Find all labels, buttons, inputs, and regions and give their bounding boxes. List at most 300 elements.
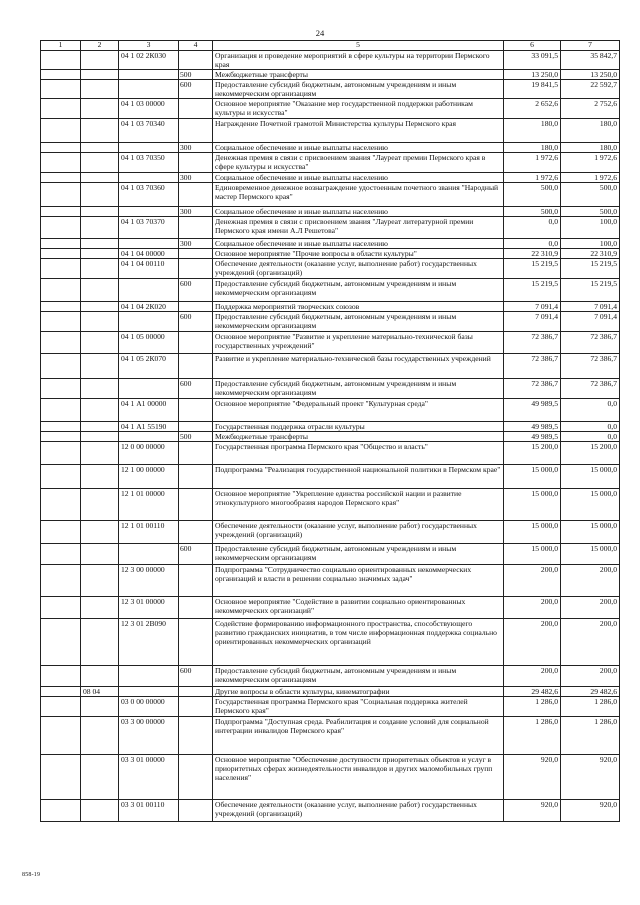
expense-type-cell: 300 [179, 207, 213, 217]
amount-year1-cell: 2 652,6 [504, 99, 561, 119]
amount-year1-cell: 180,0 [504, 143, 561, 153]
target-article-cell [119, 666, 179, 687]
expense-type-cell: 600 [179, 666, 213, 687]
section-cell [41, 143, 81, 153]
amount-year2-cell: 15 200,0 [561, 442, 620, 465]
amount-year2-cell: 0,0 [561, 399, 620, 422]
amount-year2-cell: 7 091,4 [561, 302, 620, 312]
amount-year1-cell: 500,0 [504, 207, 561, 217]
section-cell [41, 442, 81, 465]
amount-year2-cell: 920,0 [561, 800, 620, 822]
target-article-cell [119, 143, 179, 153]
table-row [41, 379, 620, 399]
amount-year2-cell: 100,0 [561, 217, 620, 239]
table-row [41, 399, 620, 422]
expense-type-cell [179, 687, 213, 697]
item-name-cell: Обеспечение деятельности (оказание услуг, выполнение работ) государственных учреждений (организаций) [213, 259, 504, 279]
target-article-cell [119, 544, 179, 565]
amount-year2-cell: 22 310,9 [561, 249, 620, 259]
column-header: 1 [41, 41, 81, 51]
amount-year1-cell: 49 989,5 [504, 422, 561, 432]
amount-year1-cell: 15 219,5 [504, 279, 561, 302]
table-header [41, 41, 620, 51]
section-cell [41, 800, 81, 822]
amount-year2-cell: 7 091,4 [561, 312, 620, 332]
amount-year1-cell: 29 482,6 [504, 687, 561, 697]
amount-year2-cell: 1 286,0 [561, 697, 620, 717]
section-cell [41, 489, 81, 521]
expense-type-cell: 600 [179, 312, 213, 332]
page-number: 24 [315, 28, 325, 38]
target-article-cell: 04 1 03 70350 [119, 153, 179, 173]
amount-year1-cell: 200,0 [504, 619, 561, 666]
target-article-cell [119, 239, 179, 249]
table-row [41, 312, 620, 332]
target-article-cell [119, 687, 179, 697]
amount-year2-cell: 920,0 [561, 755, 620, 800]
item-name-cell: Развитие и укрепление материально-технической базы государственных учреждений [213, 354, 504, 379]
subsection-cell [81, 565, 119, 597]
subsection-cell [81, 99, 119, 119]
subsection-cell [81, 354, 119, 379]
section-cell [41, 80, 81, 99]
expense-type-cell [179, 249, 213, 259]
column-header: 5 [213, 41, 504, 51]
target-article-cell: 03 3 01 00110 [119, 800, 179, 822]
item-name-cell: Подпрограмма "Реализация государственной национальной политики в Пермском крае" [213, 465, 504, 489]
item-name-cell: Денежная премия в связи с присвоением звания "Лауреат премии Пермского края в сфере культуры и искусства" [213, 153, 504, 173]
amount-year1-cell: 15 200,0 [504, 442, 561, 465]
item-name-cell: Основное мероприятие "Развитие и укрепление материально-технической базы государственных учреждений" [213, 332, 504, 354]
target-article-cell: 04 1 02 2К030 [119, 51, 179, 70]
item-name-cell: Государственная программа Пермского края "Социальная поддержка жителей Пермского края" [213, 697, 504, 717]
item-name-cell: Социальное обеспечение и иные выплаты населению [213, 239, 504, 249]
target-article-cell: 04 1 03 70360 [119, 183, 179, 207]
target-article-cell: 04 1 04 2К020 [119, 302, 179, 312]
section-cell [41, 173, 81, 183]
subsection-cell: 08 04 [81, 687, 119, 697]
amount-year2-cell: 13 250,0 [561, 70, 620, 80]
table-row [41, 80, 620, 99]
item-name-cell: Межбюджетные трансферты [213, 432, 504, 442]
expense-type-cell [179, 302, 213, 312]
amount-year2-cell: 35 842,7 [561, 51, 620, 70]
expense-type-cell: 600 [179, 544, 213, 565]
expense-type-cell: 500 [179, 432, 213, 442]
section-cell [41, 183, 81, 207]
item-name-cell: Единовременное денежное вознаграждение удостоенным почетного звания "Народный мастер Пермского края" [213, 183, 504, 207]
section-cell [41, 259, 81, 279]
amount-year2-cell: 180,0 [561, 119, 620, 143]
table-row [41, 259, 620, 279]
item-name-cell: Основное мероприятие "Укрепление единства российской нации и развитие этнокультурного многообразия народов Пермского края" [213, 489, 504, 521]
column-header: 7 [561, 41, 620, 51]
amount-year2-cell: 15 219,5 [561, 259, 620, 279]
amount-year1-cell: 0,0 [504, 239, 561, 249]
target-article-cell: 12 0 00 00000 [119, 442, 179, 465]
section-cell [41, 687, 81, 697]
section-cell [41, 312, 81, 332]
amount-year2-cell: 15 000,0 [561, 521, 620, 544]
amount-year1-cell: 500,0 [504, 183, 561, 207]
target-article-cell: 04 1 03 70340 [119, 119, 179, 143]
expense-type-cell [179, 422, 213, 432]
target-article-cell: 12 3 01 2В090 [119, 619, 179, 666]
column-header: 2 [81, 41, 119, 51]
item-name-cell: Государственная программа Пермского края "Общество и власть" [213, 442, 504, 465]
section-cell [41, 666, 81, 687]
expense-type-cell [179, 153, 213, 173]
item-name-cell: Обеспечение деятельности (оказание услуг, выполнение работ) государственных учреждений (организаций) [213, 800, 504, 822]
section-cell [41, 717, 81, 755]
footer-code: 858-19 [22, 872, 41, 878]
item-name-cell: Награждение Почетной грамотой Министерства культуры Пермского края [213, 119, 504, 143]
table-row [41, 173, 620, 183]
amount-year1-cell: 200,0 [504, 565, 561, 597]
item-name-cell: Основное мероприятие "Федеральный проект "Культурная среда" [213, 399, 504, 422]
target-article-cell [119, 279, 179, 302]
target-article-cell [119, 80, 179, 99]
section-cell [41, 207, 81, 217]
amount-year1-cell: 72 386,7 [504, 354, 561, 379]
amount-year2-cell: 15 219,5 [561, 279, 620, 302]
subsection-cell [81, 332, 119, 354]
target-article-cell: 04 1 04 00000 [119, 249, 179, 259]
subsection-cell [81, 379, 119, 399]
table-row [41, 279, 620, 302]
subsection-cell [81, 489, 119, 521]
table-row [41, 143, 620, 153]
target-article-cell: 04 1 04 00110 [119, 259, 179, 279]
header-row [41, 41, 620, 51]
amount-year1-cell: 49 989,5 [504, 399, 561, 422]
table-row [41, 465, 620, 489]
section-cell [41, 465, 81, 489]
amount-year1-cell: 1 286,0 [504, 717, 561, 755]
table-row [41, 800, 620, 822]
amount-year1-cell: 15 219,5 [504, 259, 561, 279]
subsection-cell [81, 259, 119, 279]
section-cell [41, 99, 81, 119]
item-name-cell: Организация и проведение мероприятий в сфере культуры на территории Пермского края [213, 51, 504, 70]
item-name-cell: Предоставление субсидий бюджетным, автономным учреждениям и иным некоммерческим организациям [213, 80, 504, 99]
expense-type-cell: 600 [179, 379, 213, 399]
table-row [41, 217, 620, 239]
table-row [41, 521, 620, 544]
subsection-cell [81, 800, 119, 822]
amount-year2-cell: 200,0 [561, 666, 620, 687]
expense-type-cell [179, 119, 213, 143]
section-cell [41, 51, 81, 70]
target-article-cell: 04 1 А1 00000 [119, 399, 179, 422]
item-name-cell: Основное мероприятие "Прочие вопросы в области культуры" [213, 249, 504, 259]
expense-type-cell [179, 442, 213, 465]
expense-type-cell: 300 [179, 173, 213, 183]
section-cell [41, 119, 81, 143]
target-article-cell [119, 173, 179, 183]
item-name-cell: Другие вопросы в области культуры, кинематографии [213, 687, 504, 697]
table-row [41, 489, 620, 521]
table-row [41, 619, 620, 666]
amount-year1-cell: 0,0 [504, 217, 561, 239]
table-row [41, 183, 620, 207]
subsection-cell [81, 399, 119, 422]
amount-year2-cell: 15 000,0 [561, 489, 620, 521]
amount-year1-cell: 22 310,9 [504, 249, 561, 259]
target-article-cell: 04 1 03 70370 [119, 217, 179, 239]
table-row [41, 354, 620, 379]
expense-type-cell [179, 399, 213, 422]
amount-year2-cell: 1 286,0 [561, 717, 620, 755]
section-cell [41, 619, 81, 666]
amount-year2-cell: 22 592,7 [561, 80, 620, 99]
section-cell [41, 544, 81, 565]
table-row [41, 442, 620, 465]
amount-year1-cell: 920,0 [504, 800, 561, 822]
amount-year2-cell: 100,0 [561, 239, 620, 249]
section-cell [41, 153, 81, 173]
amount-year1-cell: 33 091,5 [504, 51, 561, 70]
section-cell [41, 422, 81, 432]
subsection-cell [81, 249, 119, 259]
section-cell [41, 379, 81, 399]
item-name-cell: Основное мероприятие "Обеспечение доступности приоритетных объектов и услуг в приоритетных сферах жизнедеятельности инвалидов и других маломобильных групп населения" [213, 755, 504, 800]
table-row [41, 755, 620, 800]
subsection-cell [81, 422, 119, 432]
target-article-cell: 03 3 00 00000 [119, 717, 179, 755]
amount-year1-cell: 15 000,0 [504, 544, 561, 565]
amount-year1-cell: 7 091,4 [504, 312, 561, 332]
budget-table [40, 40, 620, 822]
target-article-cell: 04 1 05 2К070 [119, 354, 179, 379]
item-name-cell: Государственная поддержка отрасли культуры [213, 422, 504, 432]
section-cell [41, 70, 81, 80]
subsection-cell [81, 597, 119, 619]
subsection-cell [81, 173, 119, 183]
amount-year1-cell: 13 250,0 [504, 70, 561, 80]
expense-type-cell [179, 619, 213, 666]
expense-type-cell [179, 465, 213, 489]
amount-year1-cell: 920,0 [504, 755, 561, 800]
amount-year2-cell: 1 972,6 [561, 153, 620, 173]
subsection-cell [81, 432, 119, 442]
target-article-cell: 12 1 01 00000 [119, 489, 179, 521]
section-cell [41, 597, 81, 619]
amount-year2-cell: 200,0 [561, 565, 620, 597]
item-name-cell: Предоставление субсидий бюджетным, автономным учреждениям и иным некоммерческим организациям [213, 312, 504, 332]
subsection-cell [81, 717, 119, 755]
section-cell [41, 354, 81, 379]
table-row [41, 432, 620, 442]
item-name-cell: Основное мероприятие "Оказание мер государственной поддержки работникам культуры и искусства" [213, 99, 504, 119]
table-row [41, 717, 620, 755]
expense-type-cell [179, 183, 213, 207]
item-name-cell: Денежная премия в связи с присвоением звания "Лауреат литературной премии Пермского края имени А.Л Решетова" [213, 217, 504, 239]
table-row [41, 565, 620, 597]
table-row [41, 239, 620, 249]
section-cell [41, 302, 81, 312]
amount-year2-cell: 72 386,7 [561, 332, 620, 354]
section-cell [41, 217, 81, 239]
amount-year1-cell: 49 989,5 [504, 432, 561, 442]
amount-year1-cell: 1 286,0 [504, 697, 561, 717]
amount-year2-cell: 200,0 [561, 619, 620, 666]
target-article-cell [119, 207, 179, 217]
expense-type-cell [179, 697, 213, 717]
target-article-cell [119, 379, 179, 399]
expense-type-cell: 600 [179, 279, 213, 302]
amount-year1-cell: 1 972,6 [504, 153, 561, 173]
item-name-cell: Подпрограмма "Доступная среда. Реабилитация и создание условий для социальной интеграции инвалидов Пермского края" [213, 717, 504, 755]
section-cell [41, 697, 81, 717]
amount-year2-cell: 200,0 [561, 597, 620, 619]
section-cell [41, 399, 81, 422]
expense-type-cell [179, 597, 213, 619]
item-name-cell: Предоставление субсидий бюджетным, автономным учреждениям и иным некоммерческим организациям [213, 666, 504, 687]
subsection-cell [81, 70, 119, 80]
amount-year1-cell: 200,0 [504, 666, 561, 687]
subsection-cell [81, 119, 119, 143]
amount-year2-cell: 1 972,6 [561, 173, 620, 183]
target-article-cell [119, 432, 179, 442]
expense-type-cell [179, 99, 213, 119]
table-row [41, 302, 620, 312]
amount-year2-cell: 15 000,0 [561, 465, 620, 489]
subsection-cell [81, 80, 119, 99]
target-article-cell: 12 1 00 00000 [119, 465, 179, 489]
subsection-cell [81, 279, 119, 302]
column-header: 3 [119, 41, 179, 51]
expense-type-cell [179, 217, 213, 239]
section-cell [41, 521, 81, 544]
expense-type-cell [179, 489, 213, 521]
section-cell [41, 249, 81, 259]
subsection-cell [81, 442, 119, 465]
table-row [41, 666, 620, 687]
section-cell [41, 279, 81, 302]
subsection-cell [81, 521, 119, 544]
item-name-cell: Предоставление субсидий бюджетным, автономным учреждениям и иным некоммерческим организациям [213, 379, 504, 399]
item-name-cell: Социальное обеспечение и иные выплаты населению [213, 143, 504, 153]
item-name-cell: Содействие формированию информационного пространства, способствующего развитию гражданских инициатив, в том числе информационная поддержка социально ориентированных некоммерческих организаций [213, 619, 504, 666]
expense-type-cell [179, 565, 213, 597]
amount-year1-cell: 1 972,6 [504, 173, 561, 183]
subsection-cell [81, 312, 119, 332]
table-row [41, 119, 620, 143]
item-name-cell: Межбюджетные трансферты [213, 70, 504, 80]
subsection-cell [81, 697, 119, 717]
amount-year2-cell: 15 000,0 [561, 544, 620, 565]
target-article-cell: 03 0 00 00000 [119, 697, 179, 717]
target-article-cell: 12 3 00 00000 [119, 565, 179, 597]
target-article-cell: 04 1 05 00000 [119, 332, 179, 354]
subsection-cell [81, 207, 119, 217]
subsection-cell [81, 544, 119, 565]
subsection-cell [81, 153, 119, 173]
expense-type-cell: 300 [179, 143, 213, 153]
table-row [41, 249, 620, 259]
subsection-cell [81, 465, 119, 489]
amount-year1-cell: 19 841,5 [504, 80, 561, 99]
subsection-cell [81, 666, 119, 687]
expense-type-cell [179, 755, 213, 800]
target-article-cell: 04 1 03 00000 [119, 99, 179, 119]
item-name-cell: Подпрограмма "Сотрудничество социально ориентированных некоммерческих организаций и власти в решении социально значимых задач" [213, 565, 504, 597]
table-row [41, 597, 620, 619]
item-name-cell: Предоставление субсидий бюджетным, автономным учреждениям и иным некоммерческим организациям [213, 544, 504, 565]
expense-type-cell: 600 [179, 80, 213, 99]
amount-year2-cell: 72 386,7 [561, 379, 620, 399]
target-article-cell: 12 3 01 00000 [119, 597, 179, 619]
table-row [41, 332, 620, 354]
amount-year2-cell: 0,0 [561, 432, 620, 442]
expense-type-cell: 300 [179, 239, 213, 249]
amount-year1-cell: 72 386,7 [504, 332, 561, 354]
expense-type-cell [179, 259, 213, 279]
table-row [41, 207, 620, 217]
item-name-cell: Предоставление субсидий бюджетным, автономным учреждениям и иным некоммерческим организациям [213, 279, 504, 302]
amount-year1-cell: 72 386,7 [504, 379, 561, 399]
amount-year2-cell: 29 482,6 [561, 687, 620, 697]
amount-year1-cell: 180,0 [504, 119, 561, 143]
subsection-cell [81, 51, 119, 70]
target-article-cell [119, 70, 179, 80]
subsection-cell [81, 302, 119, 312]
subsection-cell [81, 755, 119, 800]
table-row [41, 51, 620, 70]
section-cell [41, 565, 81, 597]
amount-year2-cell: 500,0 [561, 207, 620, 217]
column-header: 6 [504, 41, 561, 51]
section-cell [41, 239, 81, 249]
expense-type-cell [179, 51, 213, 70]
table-row [41, 99, 620, 119]
item-name-cell: Основное мероприятие "Содействие в развитии социально ориентированных некоммерческих организаций" [213, 597, 504, 619]
expense-type-cell [179, 717, 213, 755]
item-name-cell: Социальное обеспечение и иные выплаты населению [213, 173, 504, 183]
table-row [41, 697, 620, 717]
amount-year2-cell: 72 386,7 [561, 354, 620, 379]
table-row [41, 422, 620, 432]
table-row [41, 544, 620, 565]
amount-year1-cell: 200,0 [504, 597, 561, 619]
amount-year1-cell: 7 091,4 [504, 302, 561, 312]
table-body [41, 51, 620, 822]
target-article-cell: 04 1 А1 55190 [119, 422, 179, 432]
subsection-cell [81, 619, 119, 666]
target-article-cell: 03 3 01 00000 [119, 755, 179, 800]
section-cell [41, 755, 81, 800]
amount-year1-cell: 15 000,0 [504, 465, 561, 489]
table-row [41, 153, 620, 173]
expense-type-cell [179, 354, 213, 379]
section-cell [41, 332, 81, 354]
subsection-cell [81, 183, 119, 207]
subsection-cell [81, 239, 119, 249]
table-row [41, 687, 620, 697]
amount-year2-cell: 500,0 [561, 183, 620, 207]
amount-year2-cell: 2 752,6 [561, 99, 620, 119]
target-article-cell: 12 1 01 00110 [119, 521, 179, 544]
expense-type-cell [179, 521, 213, 544]
subsection-cell [81, 217, 119, 239]
amount-year2-cell: 0,0 [561, 422, 620, 432]
expense-type-cell [179, 800, 213, 822]
amount-year1-cell: 15 000,0 [504, 521, 561, 544]
table-row [41, 70, 620, 80]
amount-year1-cell: 15 000,0 [504, 489, 561, 521]
expense-type-cell: 500 [179, 70, 213, 80]
